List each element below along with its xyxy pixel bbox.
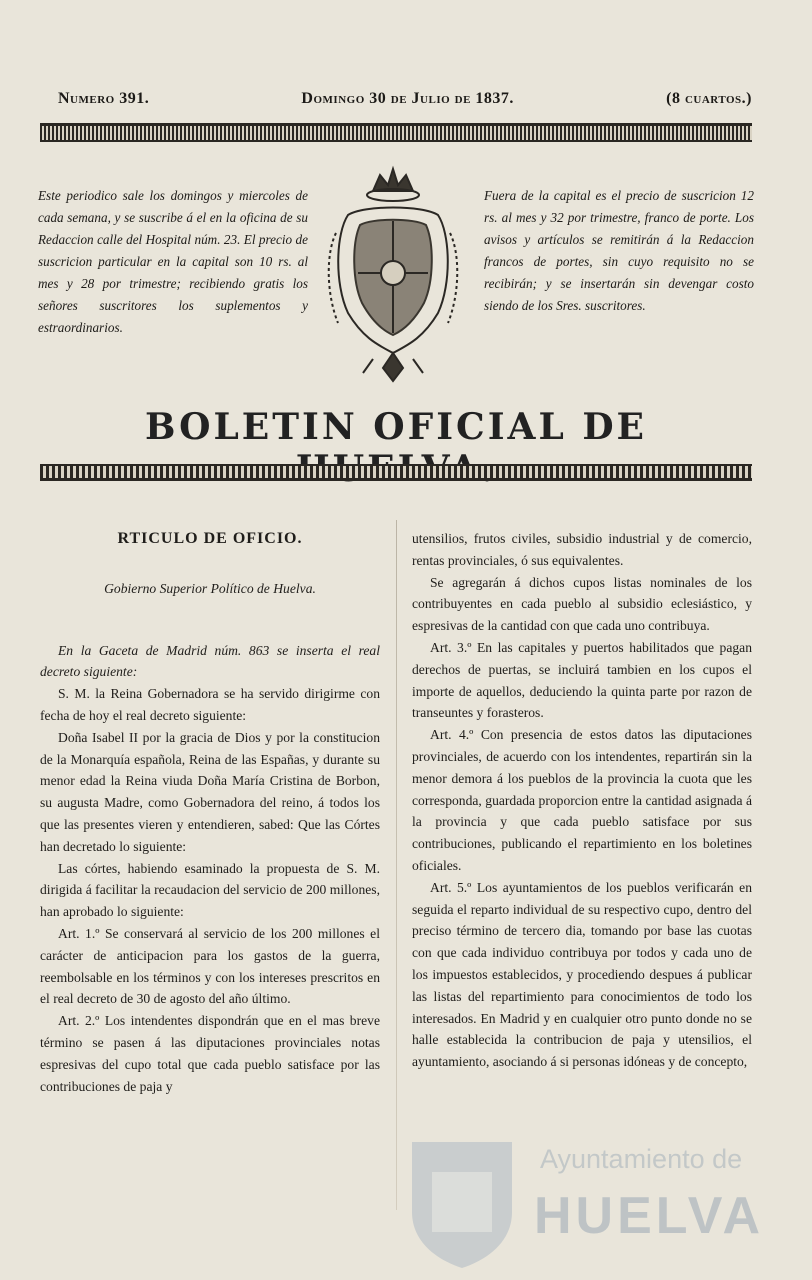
column-divider: [396, 520, 397, 1210]
paragraph: Art. 1.º Se conservará al servicio de los 200 millones el carácter de anticipacion para los gastos de la guerra, reembolsable en los términos y con los intereses prescritos en el real decreto de 30 de agosto del año último.: [40, 925, 380, 1007]
paragraph: Art. 3.º En las capitales y puertos habilitados que pagan derechos de puertas, se incluirá tambien en los cupos el importe de aquellos, deduciendo la quinta parte por razon de transeuntes y forasteros.: [412, 639, 752, 721]
top-rule: [40, 123, 752, 142]
newspaper-title: BOLETIN OFICIAL DE: [145, 406, 647, 448]
masthead: [58, 84, 752, 114]
issue-date: Domingo 30 de Julio de 1837.: [301, 90, 514, 107]
issue-number: Numero 391.: [58, 90, 150, 107]
section-heading: RTICULO DE OFICIO.: [117, 530, 303, 547]
paragraph: Las córtes, habiendo esaminado la propuesta de S. M. dirigida á facilitar la recaudacion del servicio de 200 millones, han aprobado lo siguiente:: [40, 860, 380, 920]
subscription-info-right: Fuera de la capital es el precio de suscricion 12 rs. al mes y 32 por trimestre, franco de porte. Los avisos y artículos se remitirán á la Redaccion francos de portes, sin cuyo requisito no se recibirán; y se insertarán sin devengar costo siendo de los Sres. suscritores.: [484, 188, 754, 313]
paragraph: Art. 4.º Con presencia de estos datos las diputaciones provinciales, de acuerdo con los intendentes, repartirán sin la menor demora á los pueblos de la provincia la cuota que les corresponda, guardada proporcion entre la cantidad asignada á la provincia y que cada pueblo satisface por sus contribuciones, publicando el repartimiento en los boletines oficiales.: [412, 727, 752, 873]
paragraph: Doña Isabel II por la gracia de Dios y por la constitucion de la Monarquía española, Reina de las Españas, y durante su menor edad la Reina viuda Doña María Cristina de Borbon, su augusta Madre, como Gobernadora del reino, á todos los que las presentes vieren y entendieren, sabed: Que las Córtes han decretado lo siguiente:: [40, 729, 380, 854]
watermark-name: HUELVA: [534, 1187, 765, 1245]
issue-price: (8 cuartos.): [666, 90, 752, 107]
paragraph: S. M. la Reina Gobernadora se ha servido dirigirme con fecha de hoy el real decreto siguiente:: [40, 686, 380, 723]
title-rule: [40, 464, 752, 481]
section-subheading: Gobierno Superior Político de Huelva.: [104, 580, 316, 596]
paragraph: En la Gaceta de Madrid núm. 863 se inserta el real decreto siguiente:: [40, 642, 380, 680]
huelva-shield-icon: [402, 1132, 522, 1272]
paragraph: Art. 2.º Los intendentes dispondrán que en el mas breve término se pasen á las diputaciones provinciales notas espresivas del cupo total que cada pueblo satisface por las contribuciones de paja y: [40, 1013, 380, 1094]
subscription-info-left: Este periodico sale los domingos y miercoles de cada semana, y se suscribe á el en la oficina de su Redaccion calle del Hospital núm. 23. El precio de suscricion particular en la capital son 10 rs. al mes y 28 por trimestre; recibiendo gratis los señores suscritores los suplementos y estraordinarios.: [38, 188, 308, 335]
left-column: [40, 528, 380, 1097]
royal-coat-of-arms-icon: [318, 163, 468, 383]
paragraph: Art. 5.º Los ayuntamientos de los pueblos verificarán en seguida el reparto individual de su respectivo cupo, dentro del preciso término de tercero dia, tomando por base las cuotas con que cada individuo contribuya por todos y cada uno de los impuestos establecidos, y procediendo despues á publicar las listas del repartimiento para conocimientos de todo los interesados. En Madrid y en cualquier otro punto donde no se halle establecida la contribucion de paja y utensilios, el ayuntamiento, asociando á si personas idóneas y de concepto,: [412, 879, 752, 1070]
paragraph: Se agregarán á dichos cupos listas nominales de los contribuyentes en cada pueblo al subsidio eclesiástico, y espresivas de la cantidad con que cada uno contribuya.: [412, 574, 752, 634]
right-column: [412, 528, 752, 1073]
paragraph: utensilios, frutos civiles, subsidio industrial y de comercio, rentas provinciales, ó sus equivalentes.: [412, 531, 752, 568]
watermark-subtitle: Ayuntamiento de: [540, 1144, 743, 1174]
ayuntamiento-watermark: [402, 1132, 765, 1272]
